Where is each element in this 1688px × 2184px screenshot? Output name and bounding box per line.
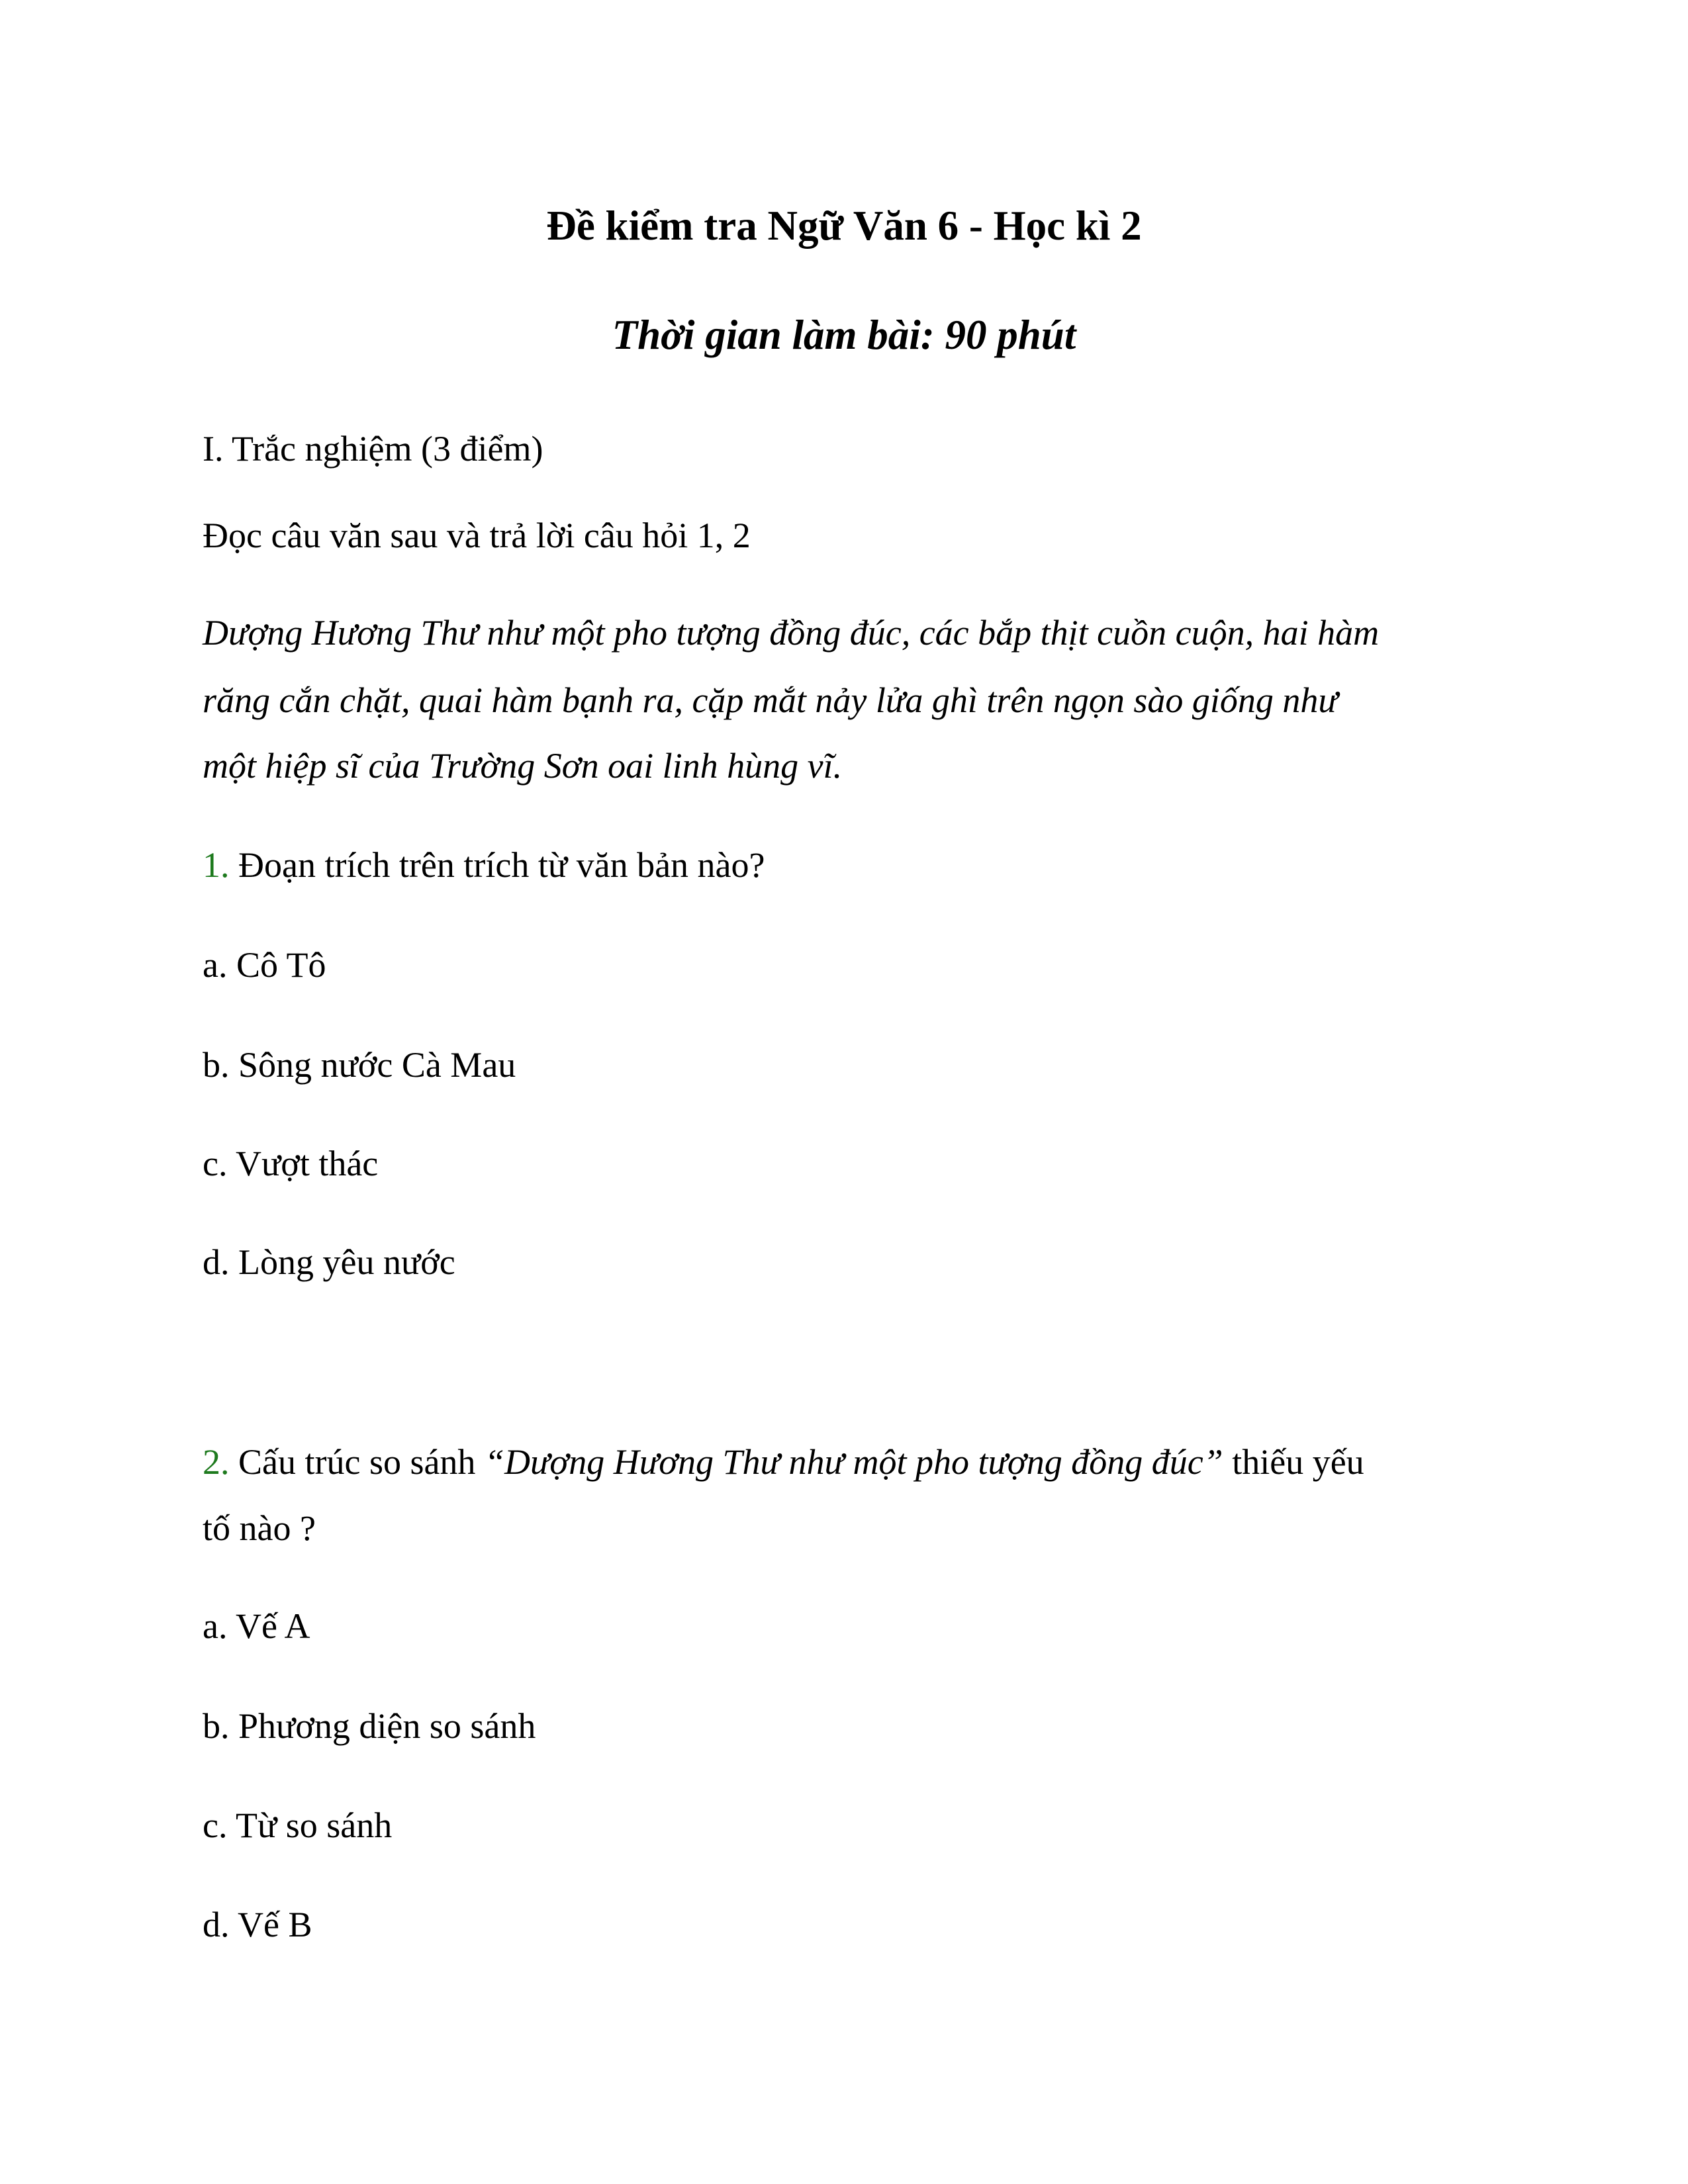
answer-option: a. Vế A xyxy=(203,1606,310,1646)
question-quote: “Dượng Hương Thư như một pho tượng đồng đúc” xyxy=(484,1442,1223,1482)
answer-option: a. Cô Tô xyxy=(203,945,326,985)
question-text: Đoạn trích trên trích từ văn bản nào? xyxy=(238,845,765,885)
page-title: Đề kiểm tra Ngữ Văn 6 - Học kì 2 xyxy=(546,203,1142,249)
question-text: Cấu trúc so sánh xyxy=(238,1442,476,1482)
question-number: 1. xyxy=(203,845,230,885)
page-subtitle: Thời gian làm bài: 90 phút xyxy=(612,312,1076,358)
passage-line: răng cắn chặt, quai hàm bạnh ra, cặp mắt nảy lửa ghì trên ngọn sào giống như xyxy=(203,680,1338,720)
section-heading: I. Trắc nghiệm (3 điểm) xyxy=(203,429,543,469)
answer-option: d. Lòng yêu nước xyxy=(203,1242,455,1282)
answer-option: c. Vượt thác xyxy=(203,1144,379,1183)
passage-line: một hiệp sĩ của Trường Sơn oai linh hùng vĩ. xyxy=(203,746,843,786)
answer-option: d. Vế B xyxy=(203,1905,312,1944)
question-number: 2. xyxy=(203,1442,230,1482)
answer-option: c. Từ so sánh xyxy=(203,1805,393,1845)
question-1 xyxy=(203,847,765,883)
answer-option: b. Sông nước Cà Mau xyxy=(203,1045,516,1085)
question-text-line2: tố nào ? xyxy=(203,1508,316,1548)
passage-line: Dượng Hương Thư như một pho tượng đồng đúc, các bắp thịt cuồn cuộn, hai hàm xyxy=(203,613,1380,653)
instruction-text: Đọc câu văn sau và trả lời câu hỏi 1, 2 xyxy=(203,516,751,555)
question-text-continued: thiếu yếu xyxy=(1232,1442,1364,1482)
question-2 xyxy=(203,1444,1364,1480)
answer-option: b. Phương diện so sánh xyxy=(203,1706,536,1746)
